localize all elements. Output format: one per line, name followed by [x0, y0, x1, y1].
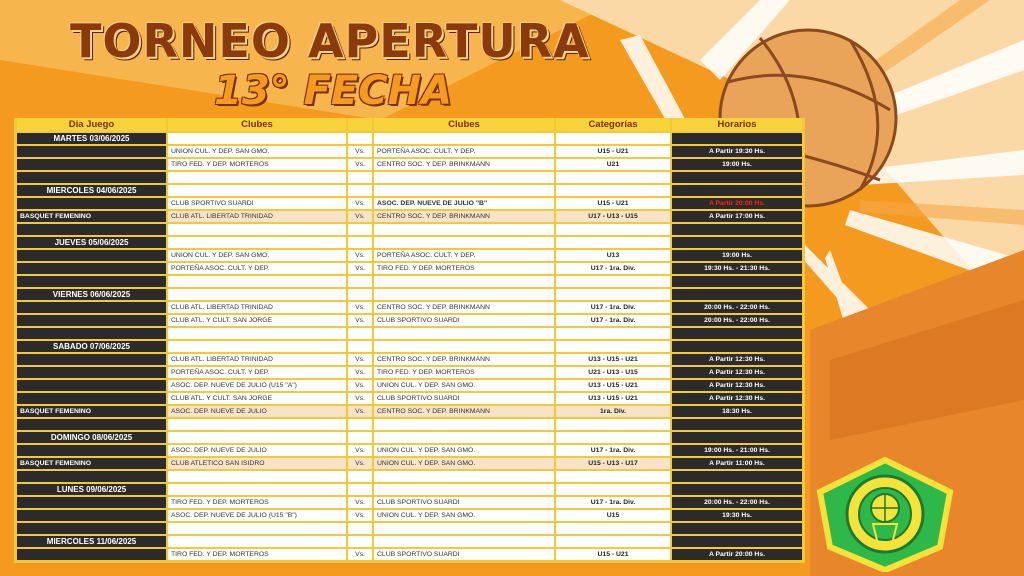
- home-club-cell: [168, 289, 346, 302]
- vs-cell: [348, 276, 372, 289]
- date-row: [17, 289, 802, 302]
- time-cell: [672, 328, 802, 341]
- category-cell: [556, 276, 670, 289]
- vs-cell: Vs.: [348, 250, 372, 263]
- match-row: [17, 497, 802, 510]
- time-cell: A Partir 12:30 Hs.: [672, 393, 802, 406]
- away-club-cell: CENTRO SOC. Y DEP. BRINKMANN: [374, 302, 554, 315]
- vs-cell: Vs.: [348, 497, 372, 510]
- away-club-cell: [374, 133, 554, 146]
- time-cell: [672, 289, 802, 302]
- category-cell: U13: [556, 250, 670, 263]
- home-club-cell: [168, 237, 346, 250]
- match-row: [17, 302, 802, 315]
- time-cell: [672, 224, 802, 237]
- category-cell: U17 - 1ra. Div.: [556, 302, 670, 315]
- day-cell: [17, 276, 166, 289]
- schedule-table: [14, 118, 805, 563]
- category-cell: U17 - 1ra. Div.: [556, 315, 670, 328]
- away-club-cell: CLUB SPORTIVO SUARDI: [374, 315, 554, 328]
- association-logo: [810, 452, 960, 572]
- category-cell: [556, 185, 670, 198]
- date-row: [17, 484, 802, 497]
- match-row: [17, 146, 802, 159]
- vs-cell: Vs.: [348, 380, 372, 393]
- vs-cell: [348, 237, 372, 250]
- page-subtitle: 13° FECHA: [214, 68, 453, 114]
- time-cell: [672, 341, 802, 354]
- spacer-row: [17, 172, 802, 185]
- category-cell: [556, 328, 670, 341]
- home-club-cell: [168, 484, 346, 497]
- vs-cell: [348, 341, 372, 354]
- home-club-cell: TIRO FED. Y DEP. MORTEROS: [168, 159, 346, 172]
- day-cell: [17, 146, 166, 159]
- col-header-club1: Clubes: [168, 118, 346, 133]
- page-title: TORNEO APERTURA: [70, 14, 590, 68]
- category-cell: U15 - U21: [556, 549, 670, 562]
- away-club-cell: CENTRO SOC. Y DEP. BRINKMANN: [374, 211, 554, 224]
- vs-cell: Vs.: [348, 549, 372, 562]
- home-club-cell: [168, 419, 346, 432]
- category-cell: U15 - U21: [556, 146, 670, 159]
- category-cell: U17 - 1ra. Div.: [556, 445, 670, 458]
- away-club-cell: CENTRO SOC. Y DEP. BRINKMANN: [374, 406, 554, 419]
- day-cell: DOMINGO 08/06/2025: [17, 432, 166, 445]
- time-cell: A Partir 12:30 Hs.: [672, 367, 802, 380]
- table-header-row: [17, 118, 802, 133]
- col-header-club2: Clubes: [374, 118, 554, 133]
- home-club-cell: [168, 185, 346, 198]
- away-club-cell: [374, 328, 554, 341]
- home-club-cell: UNION CUL. Y DEP. SAN GMO.: [168, 250, 346, 263]
- category-cell: [556, 133, 670, 146]
- away-club-cell: [374, 432, 554, 445]
- home-club-cell: PORTEÑA ASOC. CULT. Y DEP.: [168, 263, 346, 276]
- category-cell: [556, 289, 670, 302]
- time-cell: A Partir 11:00 Hs.: [672, 458, 802, 471]
- home-club-cell: [168, 432, 346, 445]
- away-club-cell: [374, 523, 554, 536]
- vs-cell: [348, 328, 372, 341]
- time-cell: [672, 172, 802, 185]
- away-club-cell: [374, 536, 554, 549]
- category-cell: U13 - U15 - U21: [556, 393, 670, 406]
- away-club-cell: [374, 276, 554, 289]
- col-header-category: Categorías: [556, 118, 670, 133]
- category-cell: [556, 523, 670, 536]
- vs-cell: Vs.: [348, 445, 372, 458]
- day-cell: BASQUET FEMENINO: [17, 458, 166, 471]
- away-club-cell: [374, 484, 554, 497]
- home-club-cell: [168, 276, 346, 289]
- away-club-cell: TIRO FED. Y DEP. MORTEROS: [374, 367, 554, 380]
- away-club-cell: UNION CUL. Y DEP. SAN GMO.: [374, 445, 554, 458]
- time-cell: [672, 484, 802, 497]
- home-club-cell: CLUB ATL. Y CULT. SAN JORGE: [168, 315, 346, 328]
- home-club-cell: [168, 536, 346, 549]
- schedule-body: [17, 133, 802, 562]
- time-cell: [672, 133, 802, 146]
- category-cell: [556, 484, 670, 497]
- time-cell: A Partir 12:30 Hs.: [672, 380, 802, 393]
- match-row: [17, 159, 802, 172]
- home-club-cell: [168, 172, 346, 185]
- day-cell: [17, 172, 166, 185]
- category-cell: [556, 432, 670, 445]
- col-header-time: Horarios: [672, 118, 802, 133]
- away-club-cell: [374, 224, 554, 237]
- vs-cell: [348, 224, 372, 237]
- time-cell: [672, 536, 802, 549]
- spacer-row: [17, 523, 802, 536]
- vs-cell: Vs.: [348, 263, 372, 276]
- away-club-cell: UNION CUL. Y DEP. SAN GMO.: [374, 458, 554, 471]
- time-cell: 19:30 Hs. - 21:30 Hs.: [672, 263, 802, 276]
- spacer-row: [17, 328, 802, 341]
- category-cell: [556, 237, 670, 250]
- match-row: [17, 549, 802, 562]
- category-cell: [556, 536, 670, 549]
- away-club-cell: [374, 419, 554, 432]
- category-cell: U13 - U15 - U21: [556, 354, 670, 367]
- vs-cell: Vs.: [348, 211, 372, 224]
- date-row: [17, 536, 802, 549]
- home-club-cell: TIRO FED. Y DEP. MORTEROS: [168, 497, 346, 510]
- match-row: [17, 198, 802, 211]
- time-cell: 19:00 Hs.: [672, 250, 802, 263]
- vs-cell: [348, 172, 372, 185]
- home-club-cell: [168, 224, 346, 237]
- day-cell: MIERCOLES 04/06/2025: [17, 185, 166, 198]
- col-header-vs: [348, 118, 372, 133]
- category-cell: [556, 341, 670, 354]
- home-club-cell: [168, 523, 346, 536]
- time-cell: A Partir 12:30 Hs.: [672, 354, 802, 367]
- home-club-cell: [168, 471, 346, 484]
- vs-cell: Vs.: [348, 315, 372, 328]
- category-cell: U21: [556, 159, 670, 172]
- match-row: [17, 367, 802, 380]
- day-cell: JUEVES 05/06/2025: [17, 237, 166, 250]
- day-cell: [17, 523, 166, 536]
- day-cell: [17, 367, 166, 380]
- vs-cell: Vs.: [348, 146, 372, 159]
- match-row: [17, 445, 802, 458]
- day-cell: [17, 263, 166, 276]
- category-cell: U17 - 1ra. Div.: [556, 497, 670, 510]
- date-row: [17, 133, 802, 146]
- vs-cell: [348, 471, 372, 484]
- vs-cell: Vs.: [348, 159, 372, 172]
- day-cell: [17, 250, 166, 263]
- day-cell: VIERNES 06/06/2025: [17, 289, 166, 302]
- category-cell: U17 - U13 - U15: [556, 211, 670, 224]
- vs-cell: Vs.: [348, 354, 372, 367]
- away-club-cell: CLUB SPORTIVO SUARDI: [374, 393, 554, 406]
- category-cell: U15 - U21: [556, 198, 670, 211]
- vs-cell: Vs.: [348, 406, 372, 419]
- category-cell: [556, 172, 670, 185]
- away-club-cell: [374, 289, 554, 302]
- home-club-cell: [168, 328, 346, 341]
- home-club-cell: ASOC. DEP. NUEVE DE JULIO (U15 "A"): [168, 380, 346, 393]
- day-cell: SABADO 07/06/2025: [17, 341, 166, 354]
- match-row: [17, 354, 802, 367]
- match-row: [17, 406, 802, 419]
- home-club-cell: ASOC. DEP. NUEVE DE JULIO: [168, 406, 346, 419]
- home-club-cell: [168, 341, 346, 354]
- time-cell: 19:00 Hs. - 21:00 Hs.: [672, 445, 802, 458]
- match-row: [17, 510, 802, 523]
- home-club-cell: CLUB ATL. LIBERTAD TRINIDAD: [168, 354, 346, 367]
- match-row: [17, 380, 802, 393]
- time-cell: [672, 471, 802, 484]
- time-cell: A Partir 19:30 Hs.: [672, 146, 802, 159]
- home-club-cell: TIRO FED. Y DEP. MORTEROS: [168, 549, 346, 562]
- date-row: [17, 341, 802, 354]
- spacer-row: [17, 224, 802, 237]
- col-header-day: Dia Juego: [17, 118, 166, 133]
- category-cell: U15: [556, 510, 670, 523]
- day-cell: [17, 393, 166, 406]
- away-club-cell: TIRO FED. Y DEP. MORTEROS: [374, 263, 554, 276]
- time-cell: A Partir 17:00 Hs.: [672, 211, 802, 224]
- home-club-cell: PORTEÑA ASOC. CULT. Y DEP.: [168, 367, 346, 380]
- time-cell: [672, 185, 802, 198]
- date-row: [17, 237, 802, 250]
- time-cell: 19:30 Hs.: [672, 510, 802, 523]
- home-club-cell: ASOC. DEP. NUEVE DE JULIO: [168, 445, 346, 458]
- vs-cell: [348, 523, 372, 536]
- time-cell: [672, 276, 802, 289]
- spacer-row: [17, 471, 802, 484]
- vs-cell: [348, 185, 372, 198]
- day-cell: MIERCOLES 11/06/2025: [17, 536, 166, 549]
- home-club-cell: CLUB ATL. LIBERTAD TRINIDAD: [168, 211, 346, 224]
- away-club-cell: [374, 172, 554, 185]
- vs-cell: [348, 419, 372, 432]
- vs-cell: [348, 484, 372, 497]
- away-club-cell: UNION CUL. Y DEP. SAN GMO.: [374, 380, 554, 393]
- home-club-cell: [168, 133, 346, 146]
- day-cell: [17, 198, 166, 211]
- day-cell: [17, 510, 166, 523]
- away-club-cell: [374, 185, 554, 198]
- spacer-row: [17, 419, 802, 432]
- day-cell: [17, 354, 166, 367]
- match-row: [17, 263, 802, 276]
- date-row: [17, 432, 802, 445]
- vs-cell: Vs.: [348, 367, 372, 380]
- vs-cell: [348, 536, 372, 549]
- match-row: [17, 393, 802, 406]
- day-cell: [17, 224, 166, 237]
- category-cell: U21 - U13 - U15: [556, 367, 670, 380]
- home-club-cell: ASOC. DEP. NUEVE DE JULIO (U15 "B"): [168, 510, 346, 523]
- vs-cell: Vs.: [348, 393, 372, 406]
- home-club-cell: CLUB SPORTIVO SUARDI: [168, 198, 346, 211]
- home-club-cell: CLUB ATLETICO SAN ISIDRO: [168, 458, 346, 471]
- day-cell: [17, 549, 166, 562]
- away-club-cell: CLUB SPORTIVO SUARDI: [374, 549, 554, 562]
- time-cell: 20:00 Hs. - 22:00 Hs.: [672, 315, 802, 328]
- category-cell: [556, 419, 670, 432]
- category-cell: [556, 471, 670, 484]
- day-cell: [17, 419, 166, 432]
- vs-cell: [348, 432, 372, 445]
- away-club-cell: [374, 341, 554, 354]
- category-cell: [556, 224, 670, 237]
- match-row: [17, 458, 802, 471]
- home-club-cell: UNION CUL. Y DEP. SAN GMO.: [168, 146, 346, 159]
- away-club-cell: [374, 471, 554, 484]
- vs-cell: Vs.: [348, 198, 372, 211]
- match-row: [17, 315, 802, 328]
- time-cell: [672, 419, 802, 432]
- away-club-cell: PORTEÑA ASOC. CULT. Y DEP.: [374, 250, 554, 263]
- vs-cell: Vs.: [348, 458, 372, 471]
- time-cell: 20:00 Hs. - 22:00 Hs.: [672, 497, 802, 510]
- day-cell: LUNES 09/06/2025: [17, 484, 166, 497]
- day-cell: MARTES 03/06/2025: [17, 133, 166, 146]
- away-club-cell: UNION CUL. Y DEP. SAN GMO.: [374, 510, 554, 523]
- day-cell: [17, 302, 166, 315]
- time-cell: 18:30 Hs.: [672, 406, 802, 419]
- time-cell: A Partir 20:00 Hs.: [672, 198, 802, 211]
- day-cell: [17, 380, 166, 393]
- away-club-cell: CENTRO SOC. Y DEP. BRINKMANN: [374, 354, 554, 367]
- time-cell: 19:00 Hs.: [672, 159, 802, 172]
- away-club-cell: CENTRO SOC. Y DEP. BRINKMANN: [374, 159, 554, 172]
- away-club-cell: CLUB SPORTIVO SUARDI: [374, 497, 554, 510]
- home-club-cell: CLUB ATL. LIBERTAD TRINIDAD: [168, 302, 346, 315]
- vs-cell: [348, 289, 372, 302]
- vs-cell: [348, 133, 372, 146]
- category-cell: U13 - U15 - U21: [556, 380, 670, 393]
- time-cell: [672, 523, 802, 536]
- day-cell: [17, 471, 166, 484]
- away-club-cell: ASOC. DEP. NUEVE DE JULIO "B": [374, 198, 554, 211]
- vs-cell: Vs.: [348, 510, 372, 523]
- home-club-cell: CLUB ATL. Y CULT. SAN JORGE: [168, 393, 346, 406]
- away-club-cell: PORTEÑA ASOC. CULT. Y DEP.: [374, 146, 554, 159]
- day-cell: [17, 315, 166, 328]
- time-cell: 20:00 Hs. - 22:00 Hs.: [672, 302, 802, 315]
- away-club-cell: [374, 237, 554, 250]
- match-row: [17, 250, 802, 263]
- category-cell: 1ra. Div.: [556, 406, 670, 419]
- day-cell: [17, 328, 166, 341]
- time-cell: [672, 432, 802, 445]
- day-cell: [17, 497, 166, 510]
- date-row: [17, 185, 802, 198]
- day-cell: [17, 159, 166, 172]
- vs-cell: Vs.: [348, 302, 372, 315]
- category-cell: U17 - 1ra. Div.: [556, 263, 670, 276]
- time-cell: A Partir 20:00 Hs.: [672, 549, 802, 562]
- spacer-row: [17, 276, 802, 289]
- time-cell: [672, 237, 802, 250]
- day-cell: BASQUET FEMENINO: [17, 211, 166, 224]
- match-row: [17, 211, 802, 224]
- day-cell: [17, 445, 166, 458]
- day-cell: BASQUET FEMENINO: [17, 406, 166, 419]
- category-cell: U15 - U13 - U17: [556, 458, 670, 471]
